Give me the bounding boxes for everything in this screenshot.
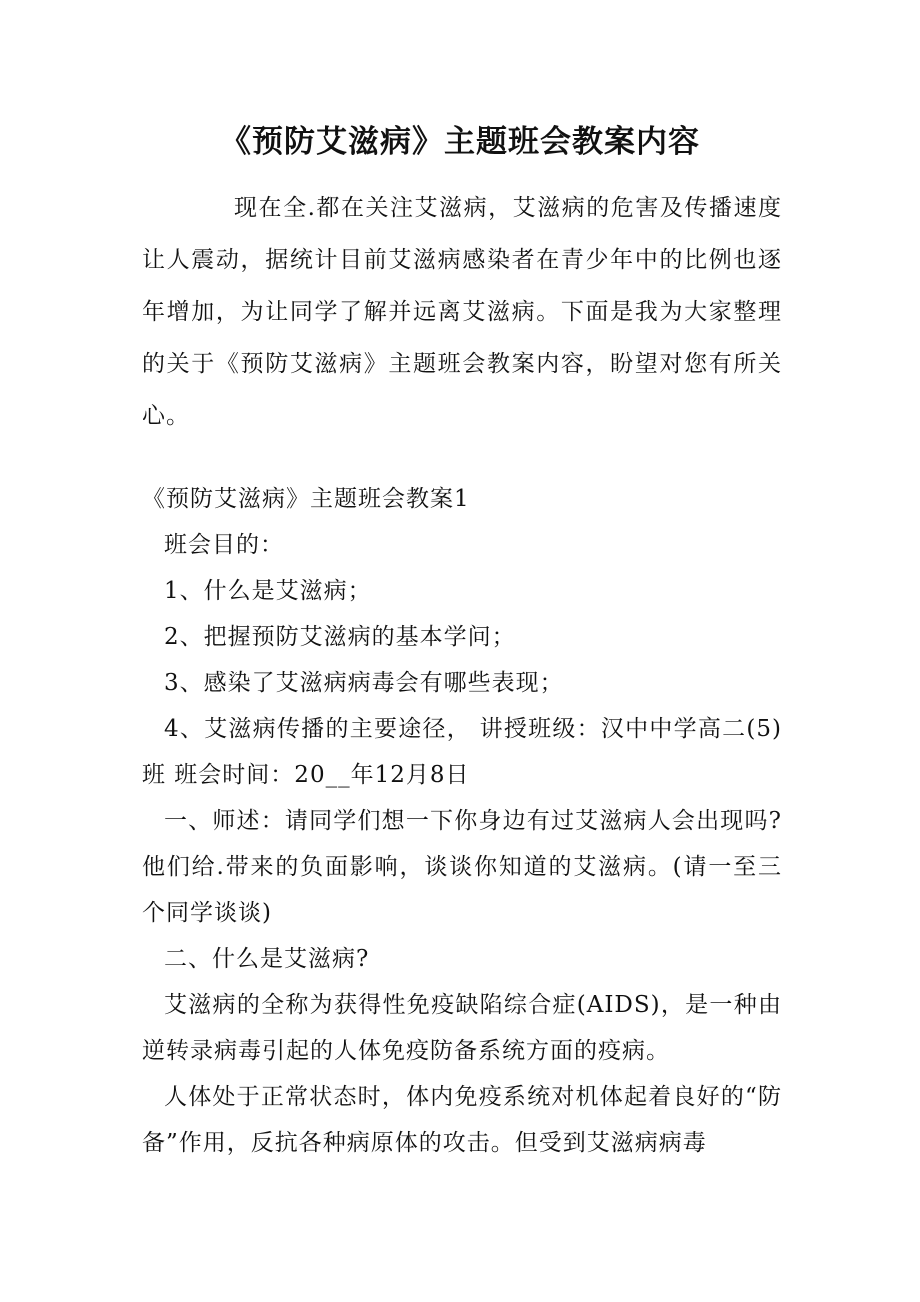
list-item-3: 3、感染了艾滋病病毒会有哪些表现； [164, 670, 564, 696]
document-title: 《预防艾滋病》主题班会教案内容 [220, 124, 700, 160]
lesson-content [142, 522, 782, 1166]
part-two-heading: 二、什么是艾滋病? [164, 946, 370, 972]
part-one-paragraph: 一、师述：请同学们想一下你身边有过艾滋病人会出现吗?他们给.带来的负面影响，谈谈你知道的艾滋病。(请一至三个同学谈谈) [142, 808, 782, 926]
aids-definition-paragraph: 艾滋病的全称为获得性免疫缺陷综合症(AIDS)，是一种由逆转录病毒引起的人体免疫防备系统方面的疫病。 [142, 992, 782, 1064]
purpose-label: 班会目的： [164, 532, 284, 558]
intro-paragraph [142, 182, 782, 442]
section-heading: 《预防艾滋病》主题班会教案1 [142, 486, 470, 512]
immune-paragraph: 人体处于正常状态时，体内免疫系统对机体起着良好的“防备”作用，反抗各种病原体的攻击。但受到艾滋病病毒 [142, 1084, 782, 1156]
list-item-4: 4、艾滋病传播的主要途径， 讲授班级：汉中中学高二(5)班 班会时间：20__年12月8日 [142, 716, 782, 788]
list-item-1: 1、什么是艾滋病； [164, 578, 372, 604]
intro-text: 现在全.都在关注艾滋病，艾滋病的危害及传播速度让人震动，据统计目前艾滋病感染者在青少年中的比例也逐年增加，为让同学了解并远离艾滋病。下面是我为大家整理的关于《预防艾滋病》主题班会教案内容，盼望对您有所关心。 [142, 195, 782, 429]
list-item-2: 2、把握预防艾滋病的基本学问； [164, 624, 516, 650]
